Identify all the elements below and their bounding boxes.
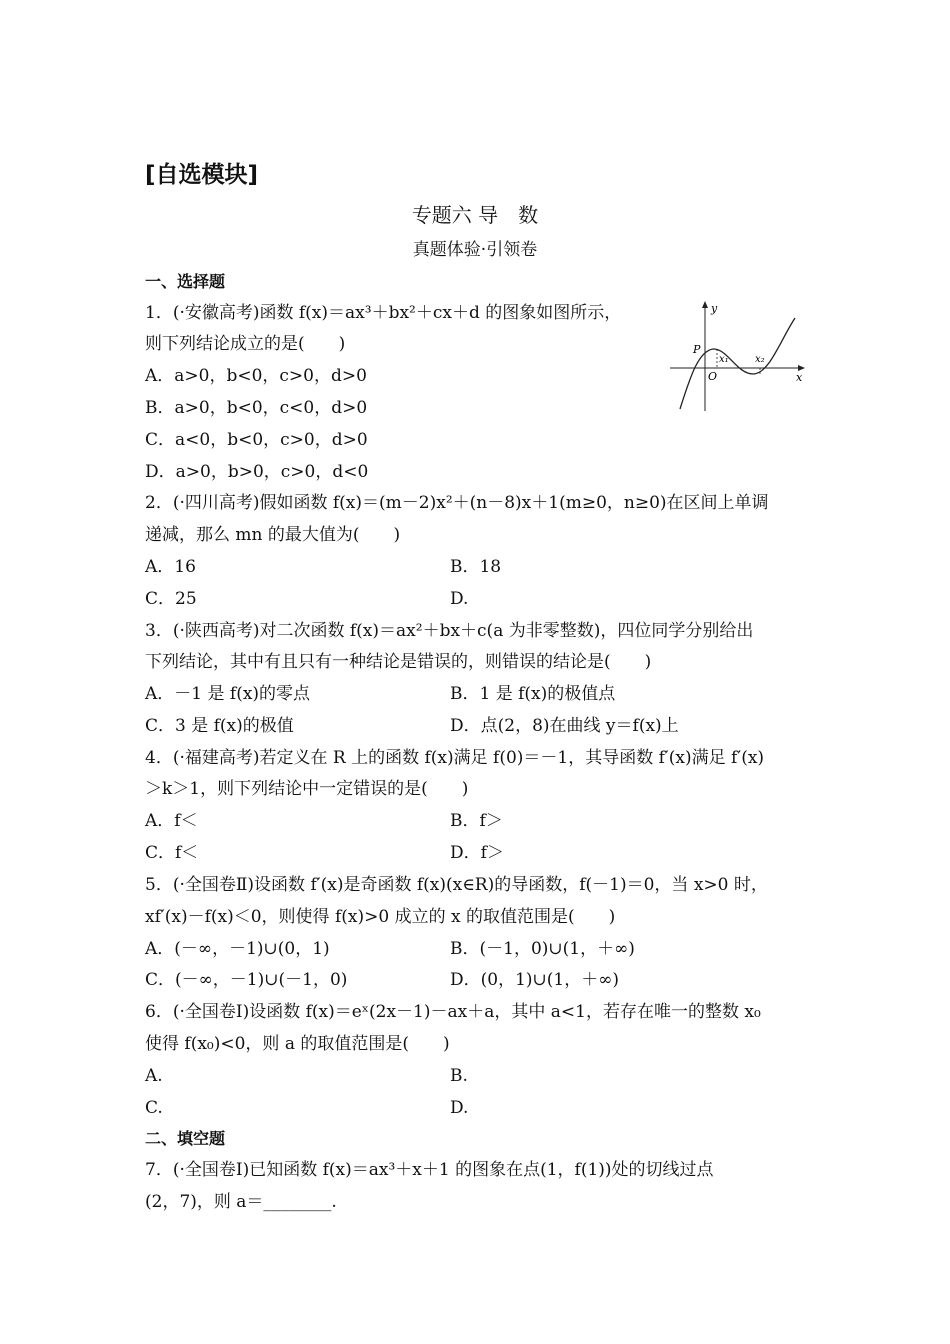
q4-stem-line1: 4．(·福建高考)若定义在 R 上的函数 f(x)满足 f(0)＝－1，其导函数 f′(x)满足 f′(x) [145,748,765,768]
q5-option-d: D．(0，1)∪(1，＋∞) [450,970,620,990]
q4-option-c: C．f＜ [145,843,199,863]
q1-option-b: B．a>0，b<0，c<0，d>0 [145,398,368,418]
section-heading-fill: 二、填空题 [145,1129,226,1148]
q2-option-a: A．16 [145,557,196,577]
q2-option-c: C．25 [145,589,197,609]
q7-stem-line2: (2，7)，则 a＝________. [145,1192,337,1212]
q4-option-d: D．f＞ [450,843,504,863]
q1-function-graph [665,296,810,414]
q5-option-b: B．(－1，0)∪(1，＋∞) [450,939,635,959]
q2-option-d: D. [450,589,469,609]
q4-stem-line2: ＞k＞1，则下列结论中一定错误的是( ) [145,779,469,799]
q6-option-b: B. [450,1066,468,1086]
q7-stem-line1: 7．(·全国卷Ⅰ)已知函数 f(x)＝ax³＋x＋1 的图象在点(1，f(1))处的切线过点 [145,1160,714,1180]
q4-option-a: A．f＜ [145,811,198,831]
origin-label: O [708,370,718,383]
module-title: [自选模块] [145,162,259,188]
q5-option-c: C．(－∞，－1)∪(－1，0) [145,970,348,990]
x2-label: x₂ [755,354,765,365]
q5-option-a: A．(－∞，－1)∪(0，1) [145,939,330,959]
point-p-label: P [693,343,701,356]
y-axis-arrow [702,301,708,308]
q1-option-d: D．a>0，b>0，c>0，d<0 [145,462,369,482]
q1-option-c: C．a<0，b<0，c>0，d>0 [145,430,368,450]
q3-option-d: D．点(2，8)在曲线 y＝f(x)上 [450,716,679,736]
q3-stem-line1: 3．(·陕西高考)对二次函数 f(x)＝ax²＋bx＋c(a 为非零整数)，四位同学分别给出 [145,621,754,641]
q3-option-c: C．3 是 f(x)的极值 [145,716,294,736]
q5-stem-line2: xf′(x)－f(x)＜0，则使得 f(x)>0 成立的 x 的取值范围是( ) [145,907,616,927]
q2-stem-line1: 2．(·四川高考)假如函数 f(x)＝(m－2)x²＋(n－8)x＋1(m≥0，n≥0)在区间上单调 [145,493,769,513]
x-axis-label: x [796,371,803,384]
cubic-curve [680,318,795,409]
q2-option-b: B．18 [450,557,502,577]
q4-option-b: B．f＞ [450,811,503,831]
q6-option-a: A. [145,1066,163,1086]
topic-title: 专题六 导 数 [411,203,539,227]
q5-stem-line1: 5．(·全国卷Ⅱ)设函数 f′(x)是奇函数 f(x)(x∈R)的导函数，f(－1)＝0，当 x>0 时， [145,875,768,895]
q3-option-a: A．－1 是 f(x)的零点 [145,684,311,704]
subtitle: 真题体验·引领卷 [412,240,538,260]
q3-stem-line2: 下列结论，其中有且只有一种结论是错误的，则错误的结论是( ) [145,652,652,672]
q6-option-d: D. [450,1098,469,1118]
q6-option-c: C. [145,1098,163,1118]
q3-option-b: B．1 是 f(x)的极值点 [450,684,616,704]
q6-stem-line2: 使得 f(x₀)<0，则 a 的取值范围是( ) [145,1034,450,1054]
q2-stem-line2: 递减，那么 mn 的最大值为( ) [145,525,401,545]
q1-stem-line2: 则下列结论成立的是( ) [145,334,346,354]
x1-label: x₁ [719,354,729,365]
y-axis-label: y [711,302,718,315]
q1-option-a: A．a>0，b<0，c>0，d>0 [145,366,367,386]
q1-stem-line1: 1．(·安徽高考)函数 f(x)＝ax³＋bx²＋cx＋d 的图象如图所示， [145,303,622,323]
section-heading-choice: 一、选择题 [145,272,226,291]
q6-stem-line1: 6．(·全国卷Ⅰ)设函数 f(x)＝eˣ(2x－1)－ax＋a，其中 a<1，若存在唯一的整数 x₀ [145,1002,761,1022]
